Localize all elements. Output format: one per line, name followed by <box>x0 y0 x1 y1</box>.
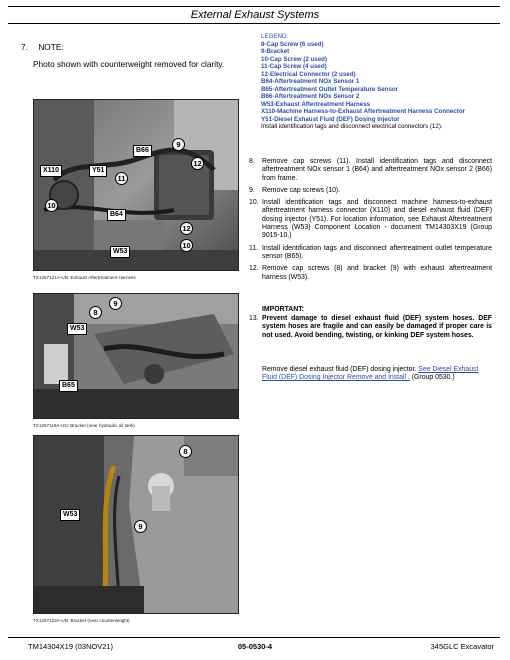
callout-w53: W53 <box>110 246 130 258</box>
photo-bracket-hydraulic-tank <box>33 293 239 419</box>
step-number: 11. <box>249 244 259 252</box>
photo-1-image <box>34 100 238 270</box>
legend-item: 12-Electrical Connector (2 used) <box>261 70 356 78</box>
photo-exhaust-harness <box>33 99 239 271</box>
callout-11: 11 <box>115 172 128 185</box>
photo-caption: TX1257119A-UN: Bracket (near hydraulic oil tank) <box>33 423 135 428</box>
step-number: 9. <box>249 186 255 194</box>
important-label: IMPORTANT: <box>262 306 304 313</box>
photo-2-image <box>34 294 238 418</box>
group-reference: (Group 0530.) <box>411 374 455 382</box>
callout-b64: B64 <box>107 209 126 221</box>
legend-item: X110-Machine Harness-to-Exhaust Aftertreatment Harness Connector <box>261 108 466 115</box>
photo-caption: TX1257121A-UN: Exhaust Aftertreatment Harness <box>33 275 136 280</box>
legend <box>261 33 493 131</box>
note-text: Photo shown with counterweight removed for clarity. <box>33 59 225 69</box>
procedure-steps <box>249 158 492 286</box>
callout-10b: 10 <box>180 239 193 252</box>
callout-y51: Y51 <box>89 165 107 177</box>
legend-item: 9-Bracket <box>261 48 290 55</box>
legend-title: LEGEND: <box>261 33 289 40</box>
page-section-title: External Exhaust Systems <box>190 9 320 21</box>
callout-w53: W53 <box>60 509 80 521</box>
callout-12b: 12 <box>180 222 193 235</box>
footer-document-id: TM14304X19 (03NOV21) <box>28 642 114 651</box>
important-text: Prevent damage to diesel exhaust fluid (DEF) system hoses. DEF system hoses are fragile and can easily be damaged if proper care is not used. Avoid bending, twisting, or kinking DEF system hoses. <box>262 315 492 339</box>
step-text: Remove cap screws (11). Install identification tags and disconnect aftertreatment NOx sensor 1 (B64) and aftertreatment NOx sensor 2 (B66) from frame. <box>262 158 492 182</box>
legend-item: W53-Exhaust Aftertreatment Harness <box>261 100 371 108</box>
callout-8: 8 <box>89 306 102 319</box>
step-number: 8. <box>249 158 255 165</box>
step-text: Remove cap screws (8) and bracket (9) with exhaust aftertreatment harness (W53). <box>262 265 492 281</box>
step-13 <box>249 315 492 340</box>
legend-item: 10-Cap Screw (2 used) <box>261 55 328 63</box>
footer-page-number: 05-0530-4 <box>237 642 273 651</box>
step-text: Remove cap screws (10). <box>262 186 341 194</box>
step-7 <box>21 42 64 52</box>
callout-8: 8 <box>179 445 192 458</box>
step-number: 7. <box>21 42 28 52</box>
step-item <box>249 245 492 262</box>
footer-rule <box>8 637 500 638</box>
callout-10a: 10 <box>45 199 58 212</box>
legend-item: 8-Cap Screw (6 used) <box>261 40 324 48</box>
step-item <box>249 199 492 240</box>
remove-install-link[interactable]: See Diesel Exhaust Fluid (DEF) Dosing Injector Remove and Install . <box>262 366 479 382</box>
step-item <box>249 187 492 195</box>
callout-12a: 12 <box>191 157 204 170</box>
step-number: 13. <box>249 315 259 322</box>
header-rule-bottom <box>8 23 500 24</box>
callout-9: 9 <box>172 138 185 151</box>
step-item <box>249 158 492 183</box>
footer-machine-model: 345GLC Excavator <box>430 642 494 651</box>
photo-caption: TX1257122A-UN: Bracket (near counterweight) <box>33 618 130 623</box>
step-text: Install identification tags and disconnect machine harness-to-exhaust aftertreatment harness connector (X110) and diesel exhaust fluid (DEF) dosing injector (Y51). For location information, see Exhaust Aftertreatment Harness (W53) Component Location - document TM14303X19 (Group 9015-10.) <box>262 199 492 240</box>
remove-injector-paragraph <box>262 366 494 383</box>
step-item <box>249 265 492 282</box>
step-text: Install identification tags and disconnect aftertreatment outlet temperature sensor (B65). <box>262 244 492 260</box>
step-number: 10. <box>249 199 259 207</box>
legend-item: B64-Aftertreatment NOx Sensor 1 <box>261 78 360 85</box>
callout-b65: B65 <box>59 380 78 392</box>
header-rule-top <box>8 6 500 7</box>
legend-item: 11-Cap Screw (4 used) <box>261 63 327 70</box>
step-number: 12. <box>249 265 259 273</box>
callout-b66: B66 <box>133 145 152 157</box>
callout-w53: W53 <box>67 323 87 335</box>
note-label: NOTE: <box>38 42 64 52</box>
legend-item: B66-Aftertreatment NOx Sensor 2 <box>261 93 360 100</box>
legend-item: B65-Aftertreatment Outlet Temperature Sensor <box>261 85 399 93</box>
callout-9: 9 <box>109 297 122 310</box>
legend-item: Y51-Diesel Exhaust Fluid (DEF) Dosing Injector <box>261 115 400 123</box>
legend-note: Install identification tags and disconnect electrical connectors (12). <box>261 123 443 130</box>
callout-x110: X110 <box>40 165 62 177</box>
callout-9: 9 <box>134 520 147 533</box>
remove-text: Remove diesel exhaust fluid (DEF) dosing injector. <box>262 366 417 373</box>
